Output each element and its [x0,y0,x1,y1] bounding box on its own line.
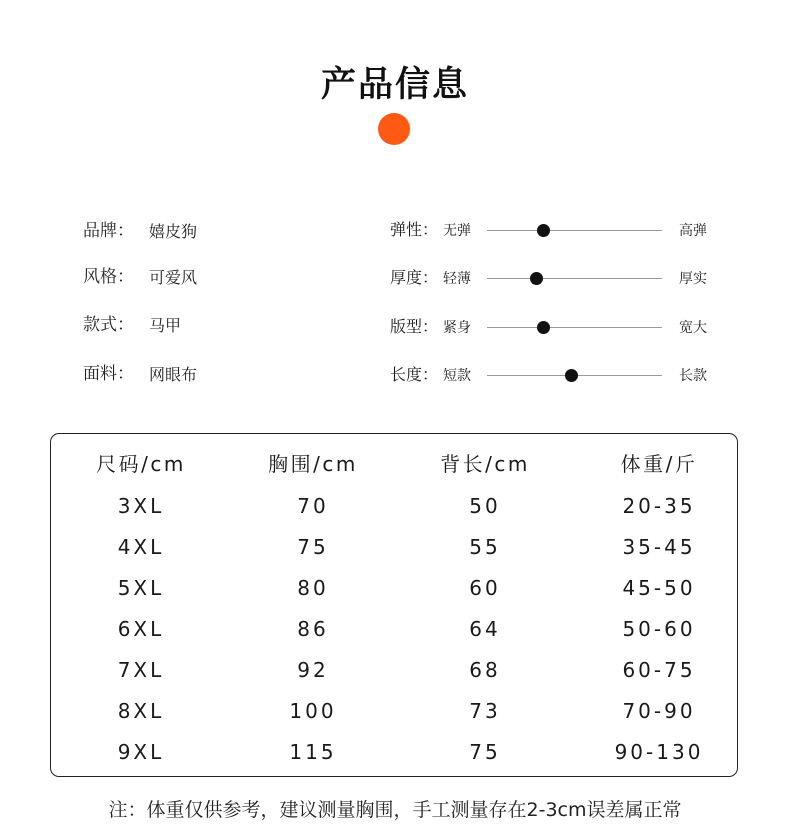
scale-min-label: 紧身 [443,320,471,336]
scale-knob [537,321,550,334]
table-cell: 80 [297,576,329,600]
table-cell: 3XL [117,494,165,518]
scale-track [487,327,662,328]
scale-fit [390,315,720,339]
table-cell: 70-90 [622,699,696,723]
attribute-brand [83,219,198,243]
table-row [51,532,737,562]
attribute-value: 网眼布 [149,365,198,384]
table-cell: 115 [289,740,337,764]
table-cell: 5XL [117,576,165,600]
attribute-value: 可爱风 [149,268,198,287]
attribute-type [83,313,182,337]
table-cell: 50-60 [622,617,696,641]
table-cell: 6XL [117,617,165,641]
accent-dot [378,113,410,145]
scale-label: 厚度： [390,268,439,287]
scale-max-label: 高弹 [679,223,707,239]
table-header-row [51,449,737,479]
scale-min-label: 轻薄 [443,271,471,287]
table-cell: 75 [297,535,329,559]
attribute-label: 风格： [83,267,134,287]
table-row [51,491,737,521]
scale-track [487,230,662,231]
measurement-note: 注：体重仅供参考，建议测量胸围，手工测量存在2-3cm误差属正常 [108,799,682,821]
scale-knob [565,369,578,382]
table-cell: 100 [289,699,337,723]
scale-min-label: 无弹 [443,223,471,239]
table-cell: 60-75 [622,658,696,682]
table-cell: 35-45 [622,535,696,559]
scale-min-label: 短款 [443,368,471,384]
table-row [51,573,737,603]
scale-elasticity [390,218,720,242]
table-cell: 75 [469,740,501,764]
table-header-cell: 体重/斤 [620,452,698,476]
scale-max-label: 厚实 [679,271,707,287]
table-cell: 4XL [117,535,165,559]
attribute-label: 面料： [83,364,134,384]
attribute-fabric [83,362,198,386]
table-cell: 55 [469,535,501,559]
attribute-style [83,265,198,289]
page-title: 产品信息 [320,65,469,105]
table-row [51,614,737,644]
table-cell: 7XL [117,658,165,682]
scale-label: 长度： [390,365,439,384]
table-header-cell: 胸围/cm [268,452,358,476]
attribute-label: 品牌： [83,221,134,241]
attribute-value: 马甲 [149,316,182,335]
table-cell: 60 [469,576,501,600]
table-cell: 50 [469,494,501,518]
size-table [50,433,738,777]
table-cell: 86 [297,617,329,641]
table-cell: 70 [297,494,329,518]
table-cell: 92 [297,658,329,682]
scale-thickness [390,266,720,290]
scale-knob [530,272,543,285]
table-header-cell: 背长/cm [440,452,530,476]
table-cell: 90-130 [614,740,704,764]
table-cell: 64 [469,617,501,641]
table-row [51,655,737,685]
scale-label: 弹性： [390,220,439,239]
scale-knob [537,224,550,237]
table-row [51,737,737,767]
attribute-value: 嬉皮狗 [149,222,198,241]
table-cell: 73 [469,699,501,723]
scale-length [390,363,720,387]
table-cell: 68 [469,658,501,682]
table-cell: 8XL [117,699,165,723]
table-cell: 9XL [117,740,165,764]
scale-max-label: 长款 [679,368,707,384]
scale-label: 版型： [390,317,439,336]
table-row [51,696,737,726]
table-cell: 20-35 [622,494,696,518]
table-header-cell: 尺码/cm [96,452,186,476]
scale-track [487,278,662,279]
scale-max-label: 宽大 [679,320,707,336]
attribute-label: 款式： [83,315,134,335]
table-cell: 45-50 [622,576,696,600]
